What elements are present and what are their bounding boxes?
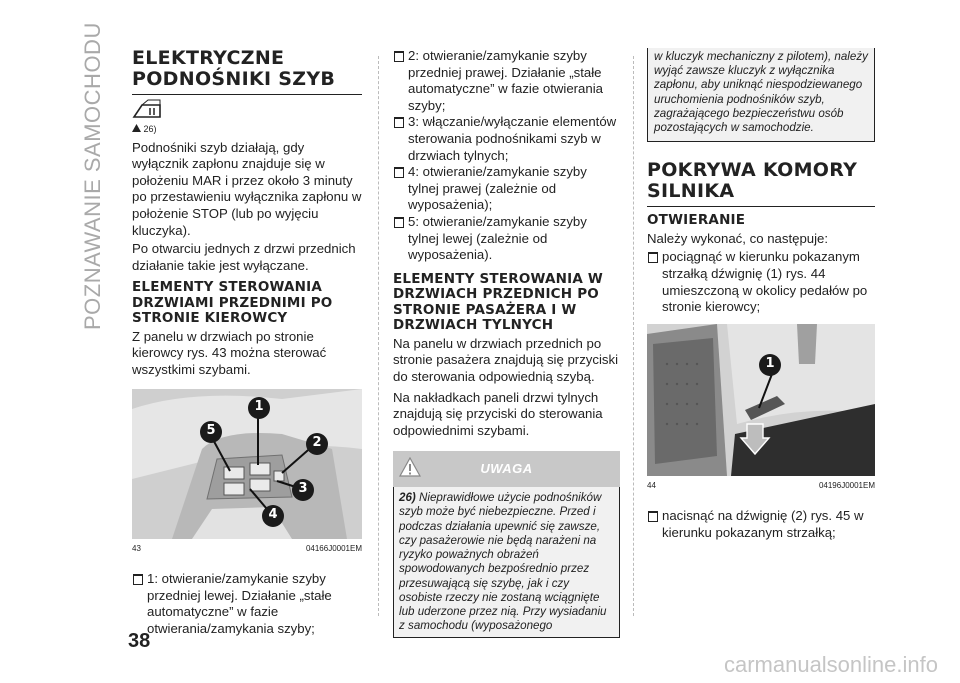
paragraph: Po otwarciu jednych z drzwi przednich działanie takie jest wyłączane. <box>132 241 356 273</box>
list-item: 1: otwieranie/zamykanie szyby przedniej lewej. Działanie „stałe automatyczne” w fazie otwierania/zamykania szyby; <box>132 571 362 637</box>
figure-marker: 2 <box>306 433 328 455</box>
warning-text-box <box>393 487 620 638</box>
warning-continuation-box: w kluczyk mechaniczny z pilotem), należy wyjąć zawsze kluczyk z wyłącznika zapłonu, aby uniknąć niespodziewanego uruchomienia podnośników szyb, zagrażającego bezpieczeństwu osób pozostających w samochodzie. <box>647 48 875 142</box>
warning-label: UWAGA <box>480 460 533 476</box>
paragraph: Należy wykonać, co następuje: <box>647 230 829 246</box>
column-2 <box>393 48 620 638</box>
paragraph: Na nakładkach paneli drzwi tylnych znajdują się przyciski do sterowania odpowiednimi szybami. <box>393 389 603 438</box>
warning-triangle-icon <box>399 457 421 477</box>
paragraph: Podnośniki szyb działają, gdy wyłącznik zapłonu znajduje się w położeniu MAR i przez około 3 minuty po przestawieniu wyłącznika zapłonu w położenie STOP (lub po wyjęciu kluczyka). <box>132 139 362 238</box>
page-number: 38 <box>128 630 151 652</box>
figure-43-door-panel <box>132 389 362 539</box>
window-lift-icon <box>132 99 362 121</box>
list-item: pociągnąć w kierunku pokazanym strzałką dźwignię (1) rys. 44 umieszczoną w okolicy pedałów po stronie kierowcy; <box>647 249 875 315</box>
section-title-hood: POKRYWA KOMORY SILNIKA <box>647 160 875 207</box>
figure-caption <box>132 541 362 558</box>
column-divider <box>378 56 379 616</box>
bullet-square-icon <box>133 574 143 585</box>
figure-marker: 1 <box>248 397 270 419</box>
list-item: 4: otwieranie/zamykanie szyby tylnej prawej (zależnie od wyposażenia); <box>393 164 620 214</box>
bullet-square-icon <box>394 167 404 178</box>
figure-44-hood-lever <box>647 324 875 476</box>
bullet-square-icon <box>648 511 658 522</box>
warning-header <box>393 451 620 487</box>
bullet-square-icon <box>394 217 404 228</box>
section-heading-driver-controls: ELEMENTY STEROWANIA DRZWIAMI PRZEDNIMI PO STRONIE KIEROWCY <box>132 279 333 327</box>
list-item: 3: włączanie/wyłączanie elementów sterowania podnośnikami szyb w drzwiach tylnych; <box>393 114 620 164</box>
note-reference: 26) <box>132 121 362 138</box>
bullet-square-icon <box>648 252 658 263</box>
figure-marker: 3 <box>292 479 314 501</box>
bullet-square-icon <box>394 51 404 62</box>
figure-caption <box>647 478 875 495</box>
column-1 <box>132 48 362 638</box>
figure-marker: 4 <box>262 505 284 527</box>
figure-marker: 5 <box>200 421 222 443</box>
list-item: nacisnąć na dźwignię (2) rys. 45 w kierunku pokazanym strzałką; <box>647 508 875 541</box>
warning-text: Nieprawidłowe użycie podnośników szyb może być niebezpieczne. Przed i podczas działania upewnić się zawsze, czy pasażerowie nie będą narażeni na ryzyko poważnych obrażeń spowodowanych bezpośrednio przez przesuwającą się szybę, jak i czy osobiste rzeczy nie zostaną wciągnięte lub uderzone przez nią. Przy wysiadaniu z samochodu (wyposażonego <box>399 491 607 633</box>
paragraph: Z panelu w drzwiach po stronie kierowcy rys. 43 można sterować wszystkimi szybami. <box>132 328 327 378</box>
watermark: carmanualsonline.info <box>723 652 938 677</box>
bullet-square-icon <box>394 117 404 128</box>
figure-code: 04196J0001EM <box>818 480 875 490</box>
paragraph: Na panelu w drzwiach przednich po stronie pasażera znajdują się przyciski do sterowania odpowiednią szybą. <box>393 335 619 384</box>
section-heading-passenger-controls: ELEMENTY STEROWANIA W DRZWIACH PRZEDNICH PO STRONIE PASAŻERA I W DRZWIACH TYLNYCH <box>393 270 604 334</box>
figure-number: 44 <box>647 480 656 490</box>
warning-number: 26) <box>399 491 416 505</box>
column-3 <box>647 48 875 541</box>
figure-code: 04166J0001EM <box>305 543 362 553</box>
section-heading-opening: OTWIERANIE <box>647 212 746 229</box>
list-item: 5: otwieranie/zamykanie szyby tylnej lewej (zależnie od wyposażenia). <box>393 214 620 264</box>
column-divider <box>633 56 634 616</box>
section-title-window-lifts: ELEKTRYCZNE PODNOŚNIKI SZYB <box>132 48 362 95</box>
list-item: 2: otwieranie/zamykanie szyby przedniej prawej. Działanie „stałe automatyczne” w fazie otwierania szyby; <box>393 48 620 114</box>
chapter-side-title: POZNAWANIE SAMOCHODU <box>80 22 105 330</box>
figure-marker: 1 <box>759 354 781 376</box>
figure-number: 43 <box>132 543 141 553</box>
